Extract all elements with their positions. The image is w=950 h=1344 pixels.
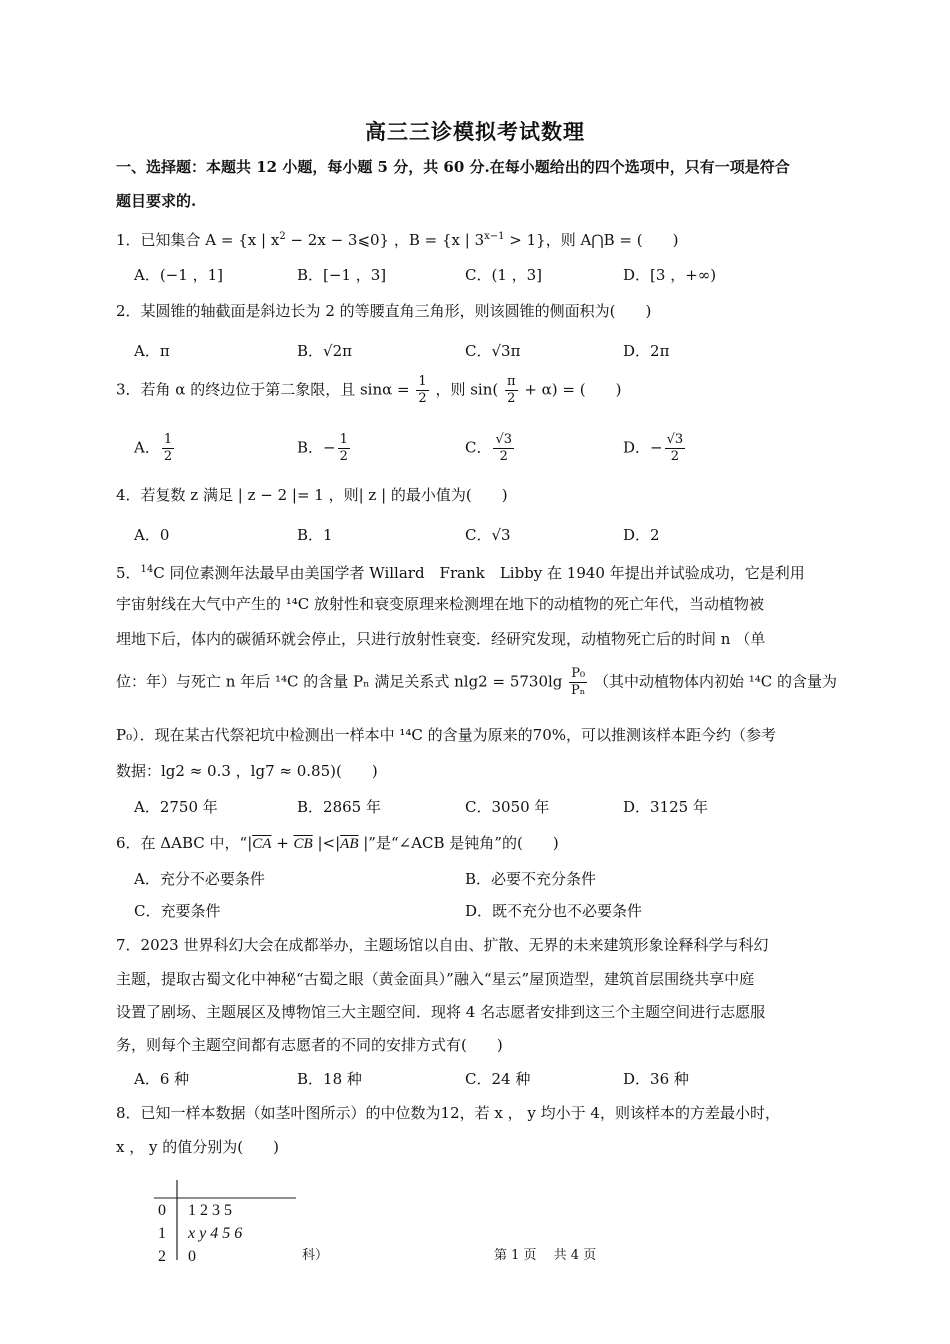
q3-b-den: 2 (339, 449, 348, 464)
page-title: 高三三诊模拟考试数理 (365, 119, 585, 144)
q4-option-a[interactable]: A．0 (134, 526, 170, 544)
stem-leaf-lines (154, 1180, 304, 1260)
question-7-line4: 务，则每个主题空间都有志愿者的不同的安排方式有( ) (116, 1036, 503, 1054)
leaves-0: 1 2 3 5 (188, 1202, 232, 1219)
footer-page-number: 第 1 页 共 4 页 (494, 1248, 597, 1263)
q3-a-label: A． (134, 438, 160, 457)
q5-frac-num: P₀ (571, 666, 586, 681)
question-5-line4 (116, 666, 837, 699)
question-7-line1: 7．2023 世界科幻大会在成都举办，主题场馆以自由、扩散、无界的未来建筑形象诠释科学与科幻 (116, 936, 769, 954)
q3-frac2-num: π (507, 374, 516, 389)
stem-2: 2 (158, 1248, 166, 1265)
q4-option-d[interactable]: D．2 (623, 526, 660, 544)
q6-option-c[interactable]: C．充要条件 (134, 902, 221, 920)
q3-option-b[interactable] (297, 432, 352, 465)
q3-frac2 (505, 374, 518, 407)
q2-option-b[interactable]: B．√2π (297, 342, 352, 360)
q3-frac1 (416, 374, 428, 407)
q5-option-a[interactable]: A．2750 年 (134, 798, 218, 816)
q3-c-frac (493, 432, 514, 465)
question-7-line3: 设置了剧场、主题展区及博物馆三大主题空间．现将 4 名志愿者安排到这三个主题空间进行志愿服 (116, 1003, 766, 1021)
q5-frac (569, 666, 587, 699)
q5-option-b[interactable]: B．2865 年 (297, 798, 381, 816)
q5-sup: 14 (140, 564, 154, 575)
q3-a-den: 2 (163, 449, 173, 464)
q5-line1-text: C 同位素测年法最早由美国学者 Willard Frank Libby 在 1940 年提出并试验成功，它是利用 (153, 564, 805, 582)
q2-option-a[interactable]: A．π (134, 342, 170, 360)
question-2: 2．某圆锥的轴截面是斜边长为 2 的等腰直角三角形，则该圆锥的侧面积为( ) (116, 302, 652, 320)
q2-option-c[interactable]: C．√3π (465, 342, 521, 360)
q3-text-b: ，则 sin( (435, 380, 499, 399)
q6-vec-ab: $\overline{AB}$ (340, 836, 359, 852)
q1-option-a[interactable]: A．(−1 ，1] (134, 266, 223, 284)
q5-line4-b: （其中动植物体内初始 ¹⁴C 的含量为 (593, 672, 837, 691)
q3-frac1-num: 1 (418, 374, 427, 389)
question-1 (116, 226, 678, 251)
section-heading-cont: 题目要求的. (116, 192, 197, 210)
leaves-1: x y 4 5 6 (188, 1225, 243, 1242)
q3-frac1-den: 2 (418, 391, 427, 406)
q3-c-label: C． (465, 438, 492, 457)
stem-0: 0 (158, 1202, 166, 1219)
q1-option-d[interactable]: D．[3 ，+∞) (623, 266, 717, 284)
q3-c-den: 2 (499, 449, 508, 464)
q5-num: 5． (116, 564, 141, 582)
q6-option-a[interactable]: A．充分不必要条件 (134, 870, 265, 888)
q6-option-d[interactable]: D．既不充分也不必要条件 (465, 902, 643, 920)
q3-option-c[interactable] (465, 432, 516, 465)
q3-option-a[interactable] (134, 432, 176, 465)
footer-left: 科） (302, 1248, 329, 1263)
q3-a-num: 1 (163, 432, 173, 447)
q3-d-den: 2 (670, 449, 680, 464)
q6-plus: + (271, 834, 294, 852)
q1-option-c[interactable]: C．(1 ，3] (465, 266, 543, 284)
q1-text-c: > 1}，则 A⋂B = ( ) (504, 231, 679, 249)
q5-option-d[interactable]: D．3125 年 (623, 798, 708, 816)
q3-frac2-den: 2 (507, 391, 516, 406)
q3-d-frac (665, 432, 686, 465)
q3-b-label: B．− (297, 438, 336, 457)
q6-vec-cb: $\overline{CB}$ (293, 836, 313, 852)
q7-option-c[interactable]: C．24 种 (465, 1070, 531, 1088)
q3-a-frac (162, 432, 174, 465)
question-5-line2: 宇宙射线在大气中产生的 ¹⁴C 放射性和衰变原理来检测埋在地下的动植物的死亡年代，当动植物被 (116, 595, 765, 613)
q3-option-d[interactable] (623, 432, 687, 465)
q1-text-b: − 2x − 3⩽0} ，B = {x | 3 (285, 231, 485, 249)
q1-sup2: x−1 (484, 231, 505, 242)
q1-text-a: 1．已知集合 A = {x | x (116, 231, 280, 249)
stem-1: 1 (158, 1225, 166, 1242)
q3-c-num: √3 (495, 432, 513, 447)
question-3 (116, 374, 621, 407)
q3-b-num: 1 (339, 432, 348, 447)
q7-option-d[interactable]: D．36 种 (623, 1070, 689, 1088)
q6-text-b: |”是“∠ACB 是钝角”的( ) (358, 834, 559, 852)
question-5-line6: 数据：lg2 ≈ 0.3 ，lg7 ≈ 0.85)( ) (116, 762, 378, 780)
section-heading: 一、选择题：本题共 12 小题，每小题 5 分，共 60 分.在每小题给出的四个选项中，只有一项是符合 (116, 158, 790, 176)
question-5-line1 (116, 559, 805, 584)
question-5-line5: P₀）．现在某古代祭祀坑中检测出一样本中 ¹⁴C 的含量为原来的70%，可以推测该样本距今约（参考 (116, 726, 776, 744)
question-4: 4．若复数 z 满足 | z − 2 |= 1 ，则| z | 的最小值为( ) (116, 486, 508, 504)
question-7-line2: 主题，提取古蜀文化中神秘“古蜀之眼（黄金面具）”融入“星云”屋顶造型，建筑首层围绕共享中庭 (116, 970, 755, 988)
q7-option-b[interactable]: B．18 种 (297, 1070, 362, 1088)
question-8-line2: x ， y 的值分别为( ) (116, 1138, 279, 1156)
q4-option-b[interactable]: B．1 (297, 526, 333, 544)
q6-vec-ca: $\overline{CA}$ (252, 836, 272, 852)
q2-option-d[interactable]: D．2π (623, 342, 670, 360)
q5-line4-a: 位：年）与死亡 n 年后 ¹⁴C 的含量 Pₙ 满足关系式 nlg2 = 5730lg (116, 672, 563, 691)
q5-option-c[interactable]: C．3050 年 (465, 798, 550, 816)
question-6 (116, 832, 559, 855)
q3-text-a: 3．若角 α 的终边位于第二象限，且 sinα = (116, 380, 410, 399)
question-8-line1: 8．已知一样本数据（如茎叶图所示）的中位数为12，若 x ， y 均小于 4，则该样本的方差最小时， (116, 1104, 780, 1122)
q3-text-c: + α) = ( ) (524, 380, 622, 399)
q6-mid: |<| (312, 834, 341, 852)
q4-option-c[interactable]: C．√3 (465, 526, 511, 544)
q7-option-a[interactable]: A．6 种 (134, 1070, 190, 1088)
q3-d-label: D．− (623, 438, 663, 457)
leaves-2: 0 (188, 1248, 196, 1265)
q1-sup1: 2 (279, 231, 286, 242)
q3-b-frac (338, 432, 350, 465)
q1-option-b[interactable]: B．[−1 ，3] (297, 266, 387, 284)
q5-frac-den: Pₙ (570, 683, 586, 698)
q3-d-num: √3 (666, 432, 684, 447)
question-5-line3: 埋地下后，体内的碳循环就会停止，只进行放射性衰变．经研究发现，动植物死亡后的时间 n （单 (116, 630, 766, 648)
q6-text-a: 6．在 ΔABC 中，“| (116, 834, 253, 852)
q6-option-b[interactable]: B．必要不充分条件 (465, 870, 597, 888)
